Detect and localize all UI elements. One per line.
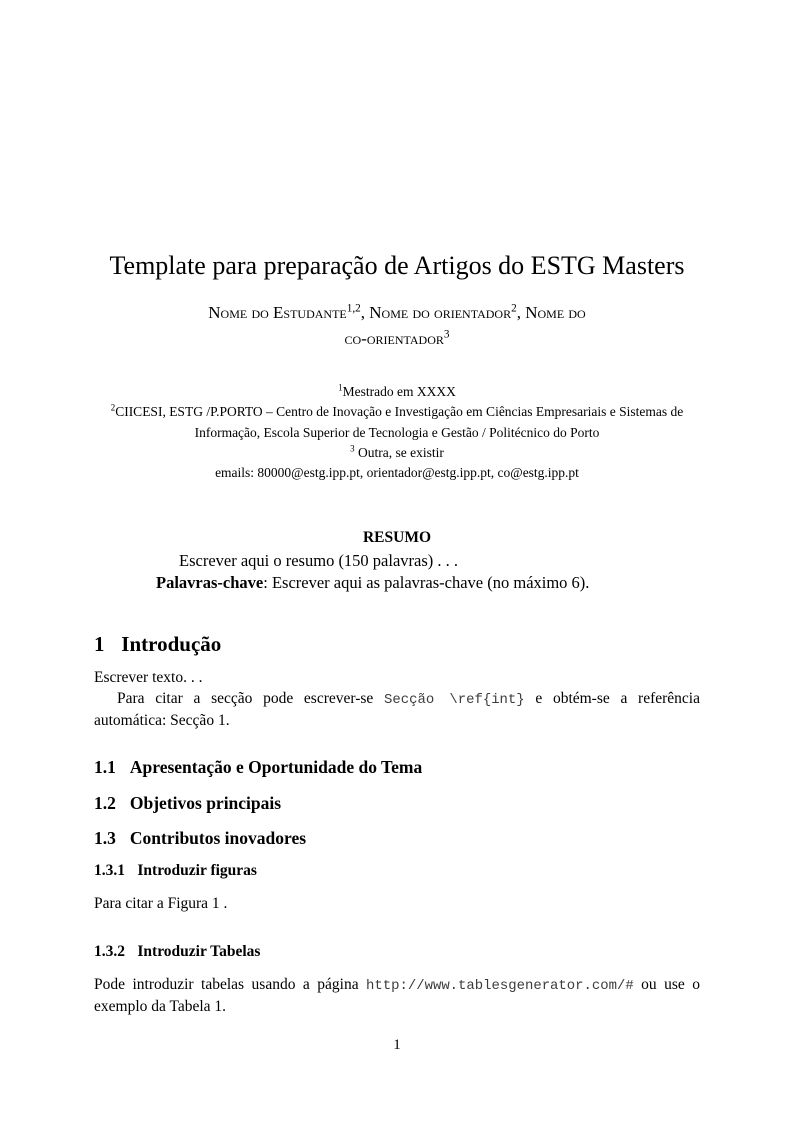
- paragraph-cite-figure: Para citar a Figura 1 .: [94, 895, 228, 913]
- paragraph-cite-text-a: Para citar a secção pode escrever-se: [117, 690, 384, 708]
- section-1-3-number: 1.3: [94, 828, 116, 849]
- paper-title: Template para preparação de Artigos do ESTG Masters: [109, 251, 685, 280]
- authors-block: [94, 300, 700, 353]
- emails-text: emails: 80000@estg.ipp.pt, orientador@estg.ipp.pt, co@estg.ipp.pt: [215, 465, 579, 481]
- affiliation-3-text: Outra, se existir: [354, 444, 444, 460]
- keywords-line: [156, 572, 638, 594]
- author-1-name: Nome do Estudante: [208, 302, 347, 322]
- section-1-2-title: Objetivos principais: [129, 793, 282, 814]
- section-1-title: Introdução: [121, 631, 222, 656]
- section-1-3-2-heading: [94, 943, 700, 961]
- affiliations-block: [94, 382, 700, 483]
- section-1-number: 1: [94, 631, 105, 656]
- abstract-text: Escrever aqui o resumo (150 palavras) . . .: [179, 551, 459, 571]
- author-3-name-part1: Nome do: [525, 302, 586, 322]
- paragraph-tables: [94, 974, 700, 1017]
- author-separator: ,: [516, 302, 526, 322]
- page-number: 1: [393, 1037, 401, 1053]
- authors-line-1: [94, 300, 700, 326]
- author-1-affiliation-mark: 1,2: [346, 301, 361, 314]
- section-1-1-title: Apresentação e Oportunidade do Tema: [129, 757, 423, 778]
- affiliation-1-mark: 1: [338, 382, 343, 393]
- keywords-text: : Escrever aqui as palavras-chave (no máximo 6).: [263, 573, 590, 593]
- author-3-affiliation-mark: 3: [443, 328, 450, 341]
- section-1-1-heading: [94, 757, 700, 778]
- section-1-3-1-title: Introduzir figuras: [137, 862, 257, 880]
- affiliation-1: [94, 382, 700, 402]
- affiliation-3: [94, 443, 700, 463]
- keywords-label: Palavras-chave: [156, 573, 264, 593]
- section-1-2-heading: [94, 793, 700, 814]
- tables-generator-url[interactable]: http://www.tablesgenerator.com/#: [366, 978, 634, 995]
- affiliation-3-mark: 3: [350, 443, 355, 454]
- section-1-2-number: 1.2: [94, 793, 116, 814]
- affiliation-1-text: Mestrado em XXXX: [342, 384, 456, 400]
- section-1-3-heading: [94, 828, 700, 849]
- abstract-block: [156, 550, 638, 594]
- section-1-heading: [94, 632, 700, 657]
- authors-line-2: [94, 326, 700, 352]
- section-1-3-1-heading: [94, 862, 700, 880]
- paragraph-tables-text-b: ou use o exemplo da Tabela 1.: [94, 976, 701, 1016]
- author-2-affiliation-mark: 2: [511, 301, 517, 314]
- abstract-heading: RESUMO: [362, 529, 432, 547]
- emails-line: [94, 463, 700, 483]
- section-1-3-1-number: 1.3.1: [94, 862, 125, 880]
- section-1-3-title: Contributos inovadores: [129, 828, 307, 849]
- section-1-1-number: 1.1: [94, 757, 116, 778]
- paragraph-intro: Escrever texto. . .: [94, 668, 203, 686]
- section-1-3-2-title: Introduzir Tabelas: [137, 943, 261, 961]
- paragraph-cite-text-b: e obtém-se a referência automática: Secção 1.: [94, 690, 700, 730]
- section-1-3-2-number: 1.3.2: [94, 943, 125, 961]
- affiliation-2-text: CIICESI, ESTG /P.PORTO – Centro de Inovação e Investigação em Ciências Empresariais e Sistemas de Informação, Escola Superior de Tecnologia e Gestão / Politécnico do Porto: [115, 404, 684, 440]
- affiliation-2-mark: 2: [110, 402, 116, 413]
- latex-ref-code: Secção \ref{int}: [384, 692, 525, 709]
- paragraph-cite-section: [94, 688, 700, 731]
- affiliation-2: [94, 402, 700, 443]
- author-3-name-part2: co-orientador: [344, 328, 444, 348]
- author-separator: ,: [360, 302, 370, 322]
- author-2-name: Nome do orientador: [369, 302, 512, 322]
- paragraph-tables-text-a: Pode introduzir tabelas usando a página: [94, 976, 367, 994]
